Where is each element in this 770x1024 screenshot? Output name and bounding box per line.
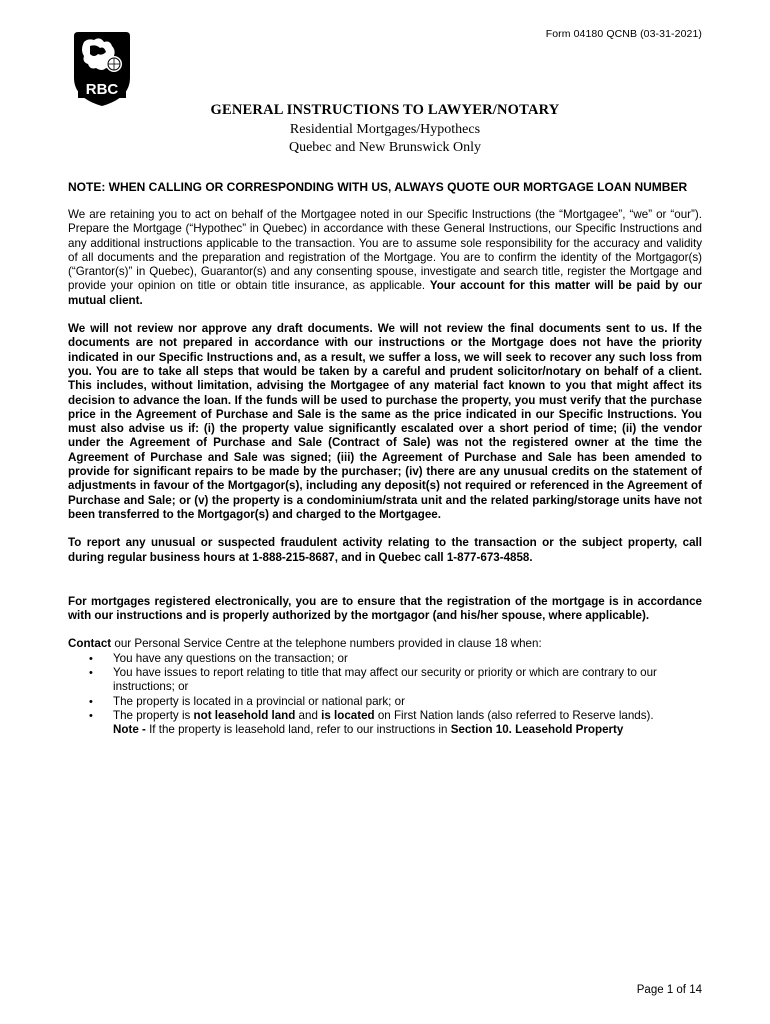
form-number: Form 04180 QCNB (03-31-2021) — [545, 28, 702, 40]
paragraph-retaining — [68, 208, 702, 308]
section-reference: Section 10. Leasehold Property — [450, 723, 624, 737]
note-quote-loan-number: NOTE: WHEN CALLING OR CORRESPONDING WITH US, ALWAYS QUOTE OUR MORTGAGE LOAN NUMBER — [68, 180, 688, 194]
paragraph-retaining-text: We are retaining you to act on behalf of the Mortgagee noted in our Specific Instructions (the “Mortgagee”, “we” or “our”). Prepare the Mortgage (“Hypothec” in Quebec) in accordance with these General Instructions, our Specific Instructions and any additional instructions applicable to the transaction. You are to assume sole responsibility for the accuracy and validity of all documents and the preparation and registration of the Mortgage. You are to confirm the identity of the Mortgagor(s) (“Grantor(s)” in Quebec), Guarantor(s) and any consenting spouse, investigate and search title, register the Mortgage and provide your opinion on title or obtain title insurance, as applicable. — [68, 208, 702, 293]
contact-rest: our Personal Service Centre at the telephone numbers provided in clause 18 when: — [111, 637, 542, 651]
document-subtitle-2: Quebec and New Brunswick Only — [288, 140, 482, 155]
list-item-text: The property is — [113, 708, 194, 722]
note-label: Note - — [113, 723, 146, 737]
contact-conditions-list — [68, 652, 702, 738]
document-title: GENERAL INSTRUCTIONS TO LAWYER/NOTARY — [210, 102, 560, 118]
list-item-text: If the property is leasehold land, refer to our instructions in — [145, 723, 451, 737]
rbc-logo — [70, 28, 134, 108]
list-item-bold: not leasehold land — [193, 708, 296, 722]
list-item-bold: is located — [321, 708, 375, 722]
svg-text:RBC: RBC — [85, 81, 119, 98]
document-header — [0, 102, 770, 157]
document-subtitle-1: Residential Mortgages/Hypothecs — [289, 122, 481, 137]
list-item-text: and — [295, 708, 322, 722]
list-item-text: The property is located in a provincial or national park; or — [113, 694, 405, 708]
list-item-text: You have issues to report relating to title that may affect our security or priority or which are contrary to our instructions; or — [113, 666, 657, 694]
bullet-icon: • — [89, 652, 93, 665]
list-item — [68, 666, 702, 695]
rbc-lion-shield-icon — [70, 28, 134, 108]
list-item — [68, 652, 702, 666]
bullet-icon: • — [89, 667, 93, 680]
paragraph-fraud-report: To report any unusual or suspected fraudulent activity relating to the transaction or the subject property, call during regular business hours at 1-888-215-8687, and in Quebec call 1-877-673-4858. — [68, 536, 702, 564]
document-body — [68, 180, 702, 738]
list-item — [68, 709, 702, 738]
bullet-icon: • — [89, 695, 93, 708]
list-item-text: on First Nation lands (also referred to Reserve lands). — [374, 708, 654, 722]
contact-lead: Contact — [68, 637, 112, 651]
list-item-text: You have any questions on the transaction; or — [113, 651, 348, 665]
paragraph-no-review: We will not review nor approve any draft documents. We will not review the final documents sent to us. If the documents are not prepared in accordance with our instructions or the Mortgage does not have the priority indicated in our Specific Instructions and, as a result, we suffer a loss, we will seek to recover any such loss from you. You are to take all steps that would be taken by a careful and prudent solicitor/notary on behalf of a client. This includes, without limitation, advising the Mortgagee of any material fact known to you that might affect its decision to advance the loan. If the funds will be used to purchase the property, you must verify that the purchase price in the Agreement of Purchase and Sale is the same as the price indicated in our Specific Instructions. You must also advise us if: (i) the property value significantly escalated over a short period of time; (ii) the vendor under the Agreement of Purchase and Sale (Contract of Sale) was not the registered owner at the time the Agreement of Purchase and Sale was signed; (iii) the Agreement of Purchase and Sale has been amended to provide for significant repairs to be made by the purchaser; (iv) there are any unusual credits on the statement of adjustments in favour of the Mortgagor(s), including any deposit(s) not required or referenced in the Agreement of Purchase and Sale; or (v) the property is a condominium/strata unit and the related parking/storage units have not been transferred to the Mortgagor(s) and charged to the Mortgagee. — [68, 322, 702, 521]
paragraph-retaining-bold: Your account for this matter will be paid by our mutual client. — [68, 279, 702, 307]
bullet-icon: • — [89, 709, 93, 722]
paragraph-electronic-registration: For mortgages registered electronically, you are to ensure that the registration of the mortgage is in accordance with our instructions and is properly authorized by the mortgagor (and his/her spouse, where applicable). — [68, 594, 702, 623]
contact-intro — [68, 637, 702, 651]
list-item — [68, 695, 702, 709]
page-number: Page 1 of 14 — [636, 984, 702, 996]
